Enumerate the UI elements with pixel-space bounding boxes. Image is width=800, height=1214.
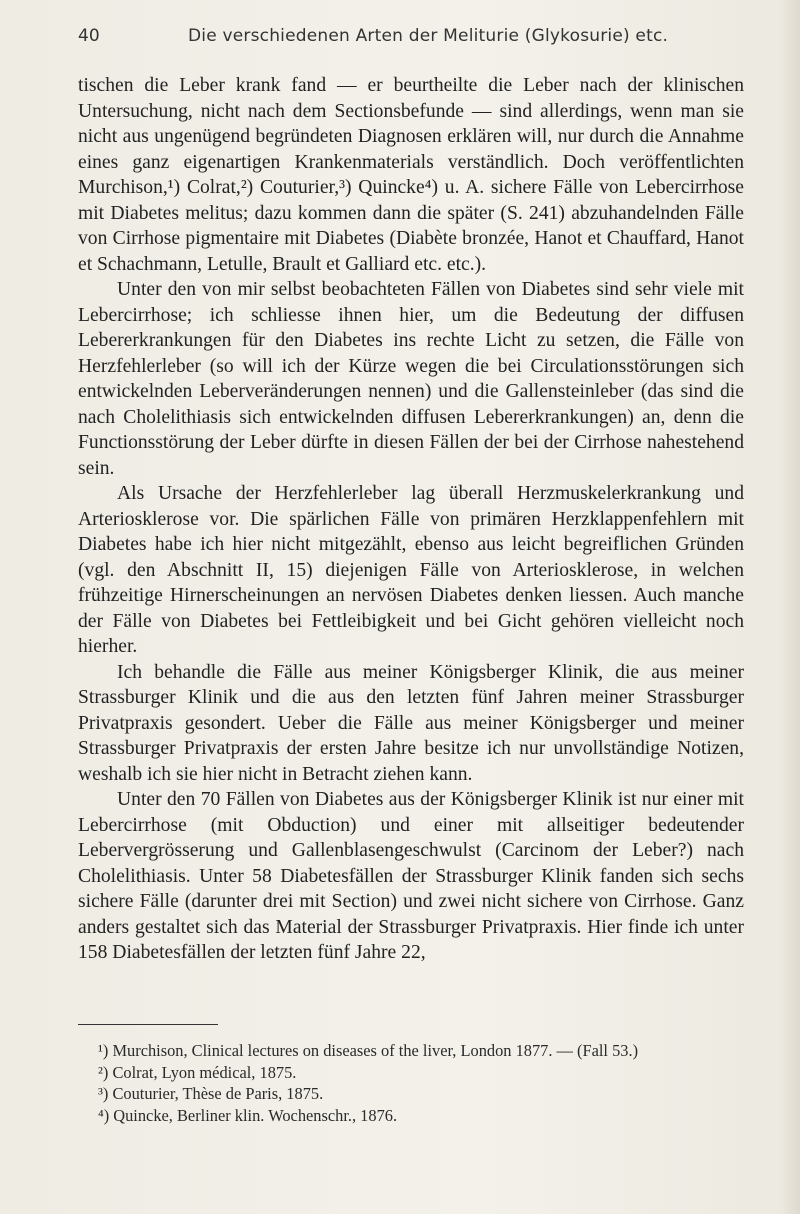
paragraph-1: tischen die Leber krank fand — er beurtheilte die Leber nach der klinischen Untersuchung, nicht nach dem Sectionsbefunde — sind allerdings, wenn man sie nicht aus ungenügend begründeten Diagnosen erklären will, nur durch die Annahme eines ganz eigenartigen Krankenmaterials verständlich. Doch veröffentlichten Murchison,¹) Colrat,²) Couturier,³) Quincke⁴) u. A. sichere Fälle von Lebercirrhose mit Diabetes melitus; dazu kommen dann die später (S. 241) abzuhandelnden Fälle von Cirrhose pigmentaire mit Diabetes (Diabète bronzée, Hanot et Chauffard, Hanot et Schachmann, Letulle, Brault et Galliard etc. etc.). xyxy=(78,75,744,275)
page-edge-shadow xyxy=(780,0,800,1214)
page-number: 40 xyxy=(78,26,100,46)
paragraph-3: Als Ursache der Herzfehlerleber lag überall Herzmuskelerkrankung und Arteriosklerose vor. Die spärlichen Fälle von primären Herzklappenfehlern mit Diabetes habe ich hier nicht mitgezählt, ebenso aus leicht begreiflichen Gründen (vgl. den Abschnitt II, 15) diejenigen Fälle von Arteriosklerose, in welchen frühzeitige Hirnerscheinungen an nervösen Diabetes denken liessen. Auch manche der Fälle von Diabetes bei Fettleibigkeit und bei Gicht gehören vielleicht noch hierher. xyxy=(78,483,744,657)
footnote-2: ²) Colrat, Lyon médical, 1875. xyxy=(98,1062,297,1082)
footnote-rule xyxy=(78,1024,218,1025)
body-text xyxy=(78,73,744,966)
paragraph-2: Unter den von mir selbst beobachteten Fällen von Diabetes sind sehr viele mit Lebercirrhose; ich schliesse ihnen hier, um die Bedeutung der diffusen Lebererkrankungen für den Diabetes ins rechte Licht zu setzen, die Fälle von Herzfehlerleber (so will ich der Kürze wegen die bei Circulationsstörungen sich entwickelnden Leberveränderungen nennen) und die Gallensteinleber (das sind die nach Cholelithiasis sich entwickelnden diffusen Lebererkrankungen) an, denn die Functionsstörung der Leber dürfte in diesen Fällen der bei der Cirrhose nahestehend sein. xyxy=(78,279,744,479)
footnotes xyxy=(78,1040,744,1126)
running-title: Die verschiedenen Arten der Meliturie (Glykosurie) etc. xyxy=(188,26,669,46)
footnote-4: ⁴) Quincke, Berliner klin. Wochenschr., 1876. xyxy=(98,1105,398,1125)
footnote-3: ³) Couturier, Thèse de Paris, 1875. xyxy=(98,1084,324,1103)
paragraph-4: Ich behandle die Fälle aus meiner Königsberger Klinik, die aus meiner Strassburger Klinik und die aus den letzten fünf Jahren meiner Strassburger Privatpraxis gesondert. Ueber die Fälle aus meiner Königsberger und meiner Strassburger Privatpraxis der ersten Jahre besitze ich nur unvollständige Notizen, weshalb ich sie hier nicht in Betracht ziehen kann. xyxy=(78,661,744,785)
paragraph-5: Unter den 70 Fällen von Diabetes aus der Königsberger Klinik ist nur einer mit Lebercirrhose (mit Obduction) und einer mit allseitiger bedeutender Lebervergrösserung und Gallenblasengeschwulst (Carcinom der Leber?) nach Cholelithiasis. Unter 58 Diabetesfällen der Strassburger Klinik fanden sich sechs sichere Fälle (darunter drei mit Section) und zwei nicht sichere von Cirrhose. Ganz anders gestaltet sich das Material der Strassburger Privatpraxis. Hier finde ich unter 158 Diabetesfällen der letzten fünf Jahre 22, xyxy=(78,789,744,963)
footnote-1: ¹) Murchison, Clinical lectures on diseases of the liver, London 1877. — (Fall 53.) xyxy=(98,1041,639,1060)
